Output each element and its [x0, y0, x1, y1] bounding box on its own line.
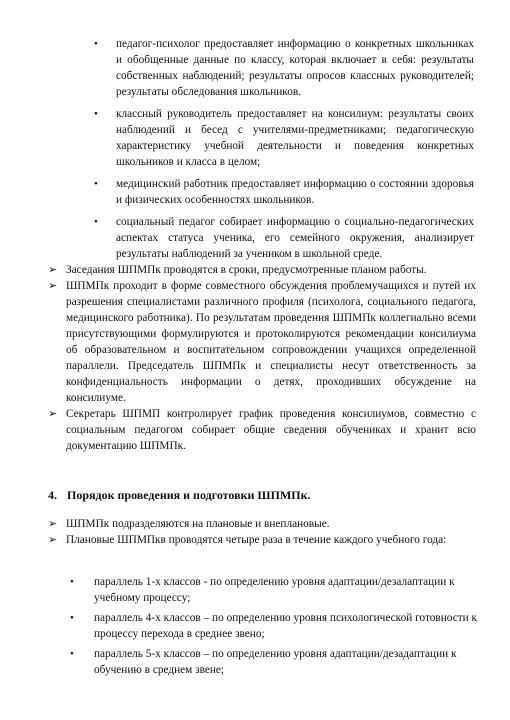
arrow-bullet-icon: ➢	[48, 408, 58, 420]
list-item	[48, 406, 476, 454]
list-item-text: параллель 4-х классов – по определению уровня психологической готовности к процессу перехода в среднее звено;	[94, 612, 478, 640]
participants-list	[94, 36, 474, 268]
list-item	[94, 36, 474, 100]
bullet-icon: •	[94, 38, 98, 50]
list-item-text: Секретарь ШПМП контролирует график проведения консилиумов, совместно с социальным педагогом собирает общие сведения обучениках и хранит всю документацию ШПМПк.	[66, 408, 476, 452]
bullet-icon: •	[70, 612, 74, 624]
list-item-text: ШПМПк подразделяются на плановые и внеплановые.	[66, 518, 330, 530]
bullet-icon: •	[94, 108, 98, 120]
list-item-text: медицинский работник предоставляет информацию о состоянии здоровья и физических особенностях школьников.	[116, 178, 474, 206]
list-item-text: Заседания ШПМПк проводятся в сроки, предусмотренные планом работы.	[66, 264, 427, 276]
meeting-rules-list	[48, 262, 476, 454]
arrow-bullet-icon: ➢	[48, 280, 58, 292]
list-item-text: Плановые ШПМПкв проводятся четыре раза в течение каждого учебного года:	[66, 534, 447, 546]
section-arrow-list	[48, 516, 476, 548]
list-item-text: педагог-психолог предоставляет информацию о конкретных школьниках и обобщенные данные по классу, которая включает в себя: результаты собственных наблюдений; результаты опросов классных руководителей; результаты обследования школьников.	[116, 38, 474, 98]
arrow-bullet-icon: ➢	[48, 264, 58, 276]
arrow-bullet-icon: ➢	[48, 518, 58, 530]
list-item	[94, 214, 474, 262]
section-number: 4.	[48, 488, 57, 502]
list-item	[70, 610, 480, 642]
list-item	[70, 574, 480, 606]
arrow-bullet-icon: ➢	[48, 534, 58, 546]
list-item	[48, 278, 476, 406]
list-item	[48, 516, 476, 532]
bullet-icon: •	[94, 216, 98, 228]
list-item-text: ШПМПк проходит в форме совместного обсуждения проблемучащихся и путей их разрешения специалистами различного профиля (психолога, социального педагога, медицинского работника). По результатам проведения ШПМПк коллегиально всеми присутствующими формулируются и протоколируются рекомендации консилиума об образовательном и воспитательном сопровождении учащихся определенной параллели. Председатель ШПМПк и специалисты несут ответственность за конфиденциальность информации о детях, проходивших обсуждение на консилиуме.	[66, 280, 476, 404]
list-item-text: параллель 5-х классов – по определению уровня адаптации/дезадаптации к обучению в среднем звене;	[94, 648, 457, 676]
list-item	[48, 262, 476, 278]
section-heading	[48, 488, 311, 503]
bullet-icon: •	[70, 648, 74, 660]
list-item-text: классный руководитель предоставляет на консилиум: результаты своих наблюдений и бесед с учителями-предметниками; педагогическую характеристику учебной деятельности и поведения конкретных школьников и класса в целом;	[116, 108, 474, 168]
schedule-list	[70, 574, 480, 682]
section-title: Порядок проведения и подготовки ШПМПк.	[67, 488, 311, 502]
list-item	[70, 646, 480, 678]
list-item-text: параллель 1-х классов - по определению уровня адаптации/дезалаптации к учебному процессу;	[94, 576, 455, 604]
list-item	[94, 176, 474, 208]
bullet-icon: •	[94, 178, 98, 190]
list-item	[94, 106, 474, 170]
list-item-text: социальный педагог собирает информацию о социально-педагогических аспектах статуса ученика, его семейного окружения, анализирует результаты наблюдений за учеником в школьной среде.	[116, 216, 474, 260]
list-item	[48, 532, 476, 548]
bullet-icon: •	[70, 576, 74, 588]
